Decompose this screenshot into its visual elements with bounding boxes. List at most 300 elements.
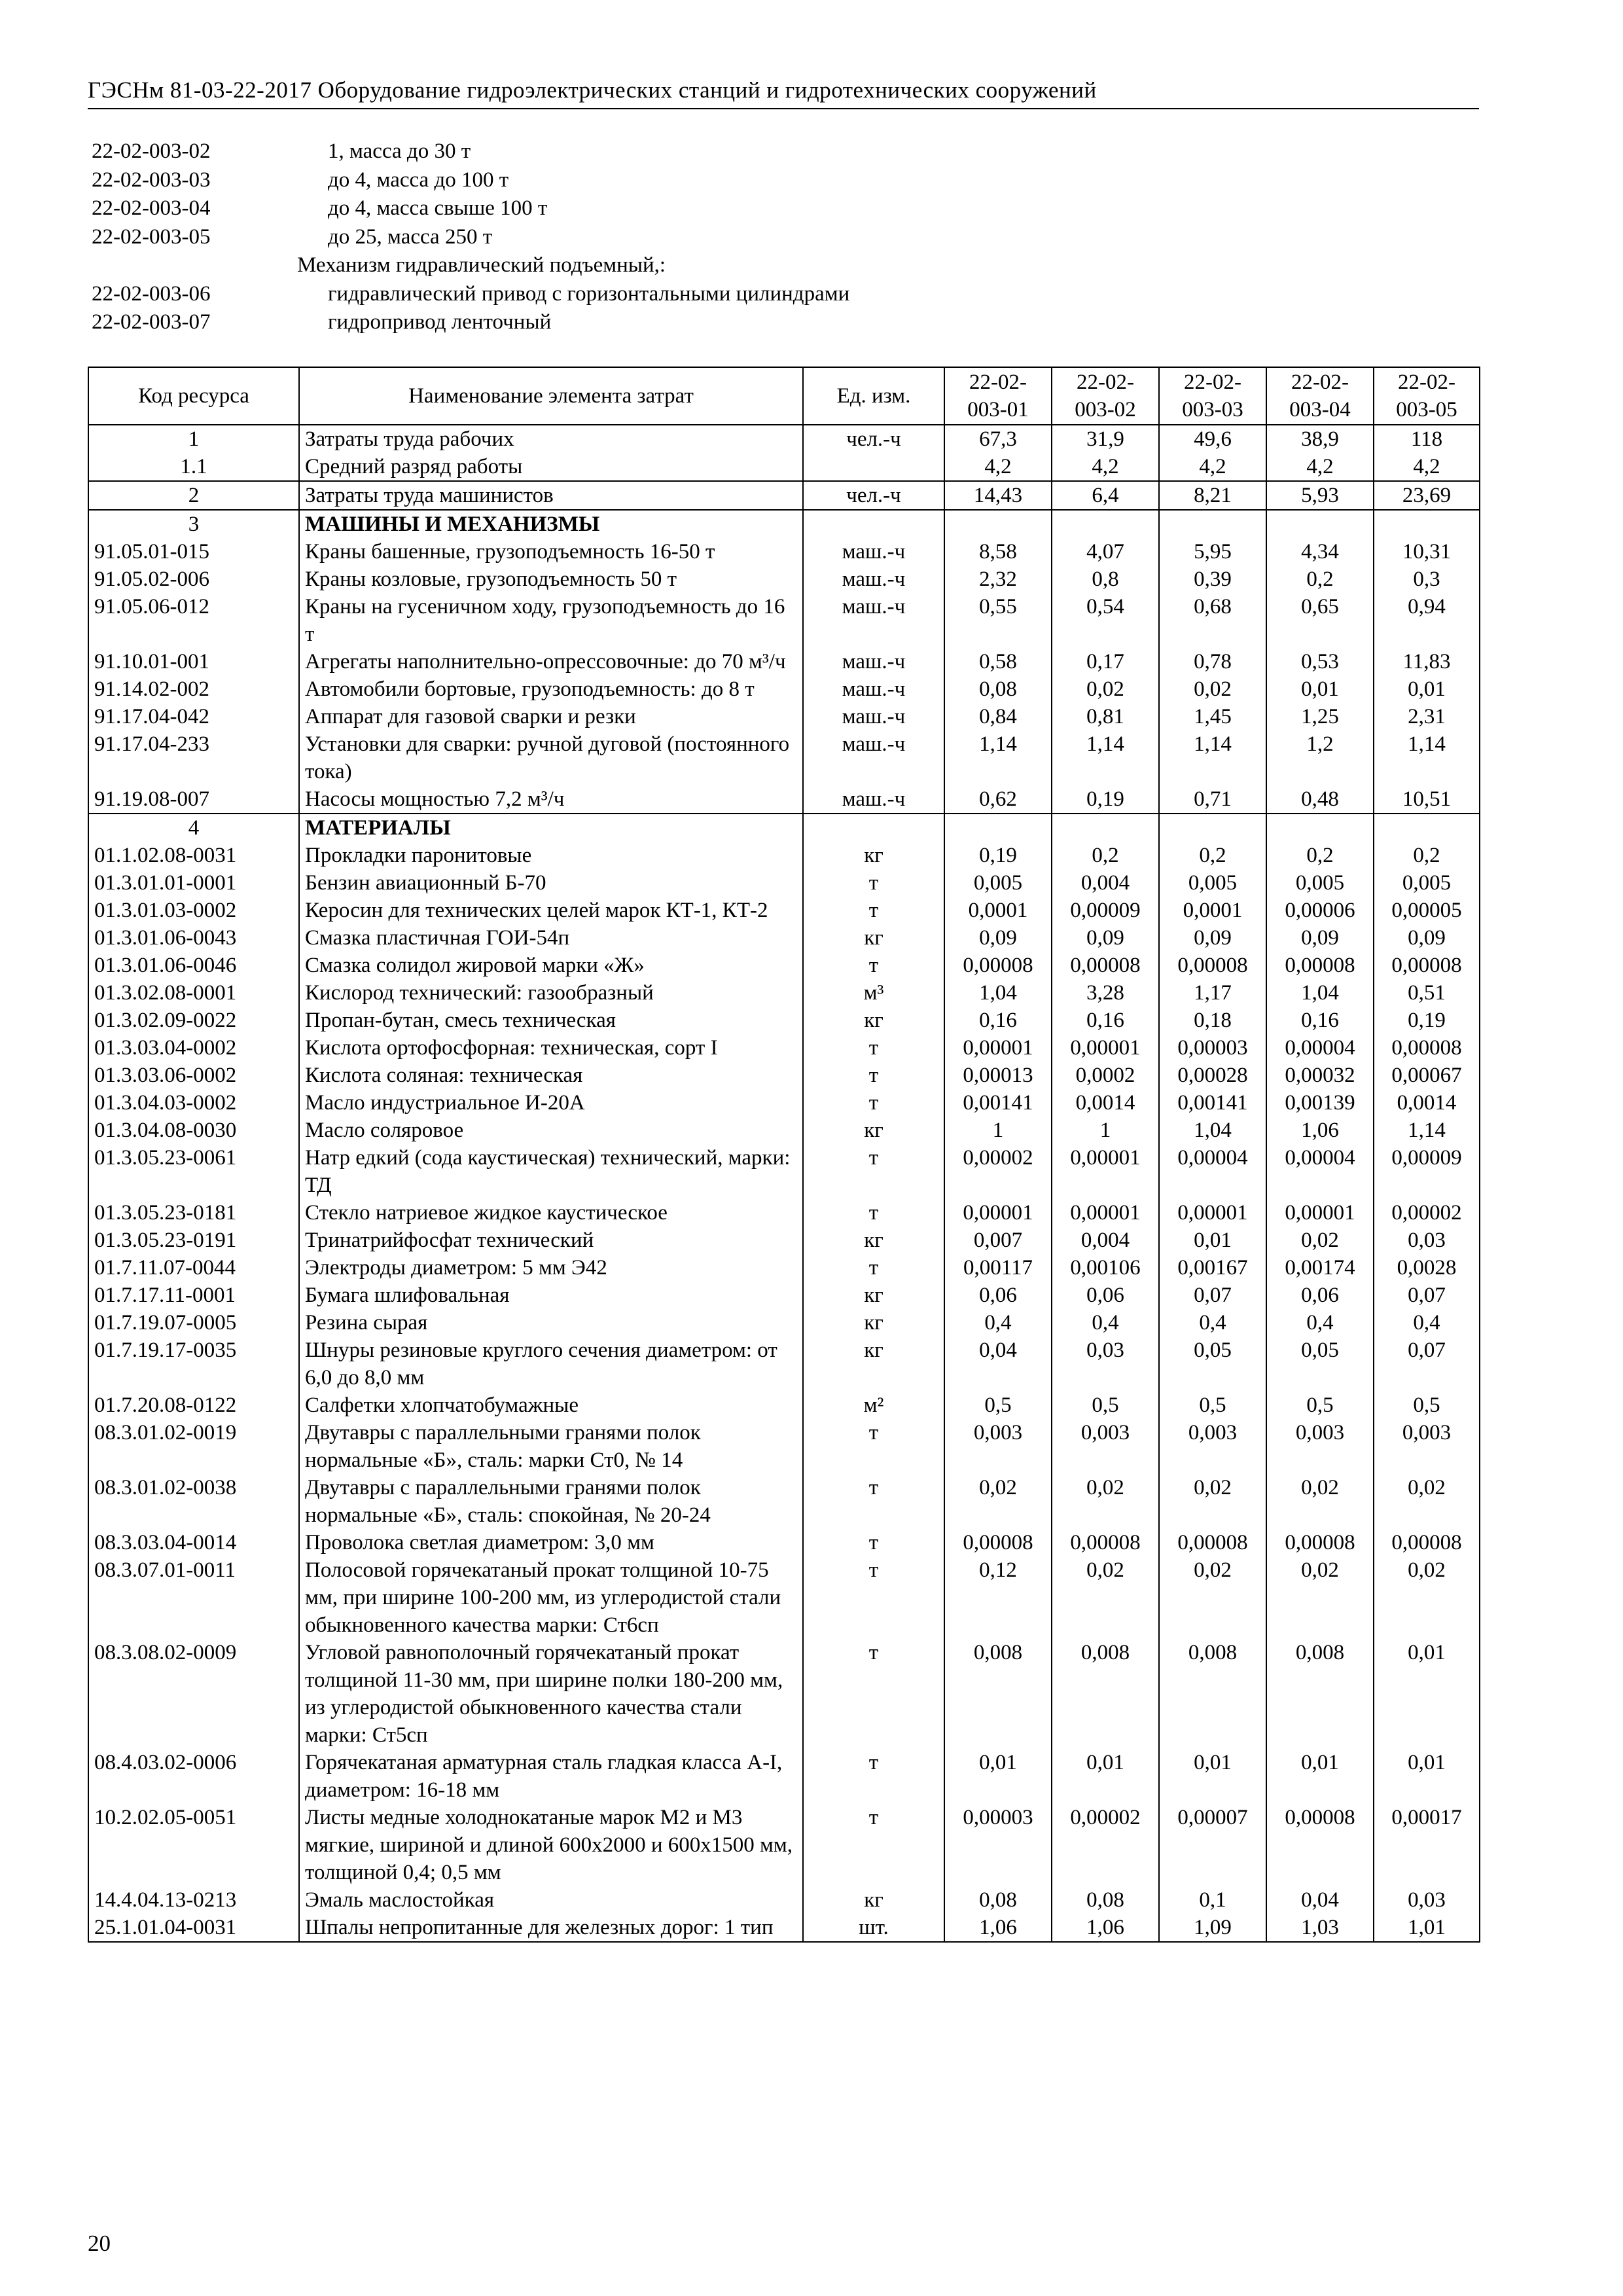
cell-value: 0,81 (1052, 703, 1159, 730)
cell-value: 0,01 (944, 1749, 1052, 1804)
table-row (88, 1529, 1480, 1556)
table-row (88, 785, 1480, 814)
table-row (88, 869, 1480, 897)
cell-value: 0,01 (1266, 675, 1374, 703)
cell-value: 0,00003 (944, 1804, 1052, 1886)
code-line-desc: до 4, масса до 100 т (328, 168, 509, 192)
cell-name: Керосин для технических целей марок КТ-1, КТ-2 (299, 897, 803, 924)
cell-name: Проволока светлая диаметром: 3,0 мм (299, 1529, 803, 1556)
cell-value: 0,00008 (944, 952, 1052, 979)
cell-name: Кислород технический: газообразный (299, 979, 803, 1007)
cell-name: МАШИНЫ И МЕХАНИЗМЫ (299, 510, 803, 538)
cell-value: 1,14 (1159, 730, 1266, 785)
cell-value: 0,00017 (1374, 1804, 1480, 1886)
cell-value: 0,62 (944, 785, 1052, 814)
cell-value: 1,06 (1266, 1117, 1374, 1144)
cell-value: 1 (1052, 1117, 1159, 1144)
cell-code: 91.05.06-012 (88, 593, 299, 648)
table-row (88, 453, 1480, 481)
cell-value: 0,00004 (1266, 1144, 1374, 1199)
cell-code: 08.3.01.02-0038 (88, 1474, 299, 1529)
cell-value: 14,43 (944, 481, 1052, 510)
table-row (88, 1914, 1480, 1942)
cell-code: 91.19.08-007 (88, 785, 299, 814)
cell-value: 67,3 (944, 425, 1052, 453)
cell-code: 01.3.04.08-0030 (88, 1117, 299, 1144)
cell-value: 0,58 (944, 648, 1052, 675)
cell-value: 0,003 (944, 1419, 1052, 1474)
table-row (88, 1886, 1480, 1914)
cell-value: 0,68 (1159, 593, 1266, 648)
cell-unit: т (803, 1089, 944, 1117)
cell-value: 0,04 (944, 1336, 1052, 1391)
cell-name: Насосы мощностью 7,2 м³/ч (299, 785, 803, 814)
col-header-2: 22-02-003-02 (1052, 367, 1159, 425)
code-line-desc: гидропривод ленточный (328, 310, 552, 334)
col-header-5: 22-02-003-05 (1374, 367, 1480, 425)
cell-code: 01.3.04.03-0002 (88, 1089, 299, 1117)
cell-name: Эмаль маслостойкая (299, 1886, 803, 1914)
cell-value: 0,00001 (1266, 1199, 1374, 1227)
cell-unit: кг (803, 1227, 944, 1254)
cell-value: 0,02 (1159, 675, 1266, 703)
cell-value: 0,008 (944, 1639, 1052, 1749)
cell-value: 1,06 (944, 1914, 1052, 1942)
cell-unit: кг (803, 1886, 944, 1914)
cell-code: 01.3.05.23-0191 (88, 1227, 299, 1254)
cell-value: 0,00013 (944, 1062, 1052, 1089)
table-row (88, 1199, 1480, 1227)
cell-unit: м² (803, 1391, 944, 1419)
cell-name: Бензин авиационный Б-70 (299, 869, 803, 897)
table-row (88, 593, 1480, 648)
page-number: 20 (88, 2231, 111, 2256)
table-row (88, 1227, 1480, 1254)
cell-value: 0,17 (1052, 648, 1159, 675)
cell-unit: кг (803, 842, 944, 869)
cell-value: 10,31 (1374, 538, 1480, 565)
cell-value: 0,1 (1159, 1886, 1266, 1914)
cell-value: 0,4 (1052, 1309, 1159, 1336)
cell-value: 0,00106 (1052, 1254, 1159, 1282)
cell-value: 0,5 (1374, 1391, 1480, 1419)
cell-name: Смазка солидол жировой марки «Ж» (299, 952, 803, 979)
cell-name: Краны козловые, грузоподъемность 50 т (299, 565, 803, 593)
cell-value: 0,003 (1052, 1419, 1159, 1474)
cell-unit: чел.-ч (803, 425, 944, 453)
cell-value: 0,78 (1159, 648, 1266, 675)
cell-value: 0,19 (944, 842, 1052, 869)
cell-value: 0,00002 (1052, 1804, 1159, 1886)
cell-unit: т (803, 1034, 944, 1062)
cell-name: Салфетки хлопчатобумажные (299, 1391, 803, 1419)
cell-value: 0,0001 (944, 897, 1052, 924)
cell-value: 0,02 (1159, 1474, 1266, 1529)
cell-value: 0,00005 (1374, 897, 1480, 924)
cell-value: 0,53 (1266, 648, 1374, 675)
cell-value: 0,02 (944, 1474, 1052, 1529)
cell-value: 0,07 (1159, 1282, 1266, 1309)
cell-code: 08.4.03.02-0006 (88, 1749, 299, 1804)
cell-value (944, 510, 1052, 538)
cell-code: 01.3.05.23-0181 (88, 1199, 299, 1227)
cell-name: Стекло натриевое жидкое каустическое (299, 1199, 803, 1227)
cell-code: 01.3.02.08-0001 (88, 979, 299, 1007)
cell-value: 0,71 (1159, 785, 1266, 814)
cell-value: 0,00006 (1266, 897, 1374, 924)
cell-value: 1,14 (1374, 730, 1480, 785)
cell-name: Краны башенные, грузоподъемность 16-50 т (299, 538, 803, 565)
cell-code: 01.7.20.08-0122 (88, 1391, 299, 1419)
cell-value: 0,55 (944, 593, 1052, 648)
col-header-name: Наименование элемента затрат (299, 367, 803, 425)
cell-unit: маш.-ч (803, 538, 944, 565)
table-row (88, 481, 1480, 510)
cell-value: 0,02 (1052, 1556, 1159, 1639)
cell-value: 0,16 (1052, 1007, 1159, 1034)
cell-name: Автомобили бортовые, грузоподъемность: до 8 т (299, 675, 803, 703)
cell-name: Аппарат для газовой сварки и резки (299, 703, 803, 730)
cell-value: 1,14 (1374, 1117, 1480, 1144)
cell-unit: т (803, 1529, 944, 1556)
cell-value: 0,008 (1266, 1639, 1374, 1749)
cell-value: 1,17 (1159, 979, 1266, 1007)
table-row (88, 952, 1480, 979)
table-header-row (88, 367, 1480, 425)
cell-value: 0,01 (1374, 1639, 1480, 1749)
cell-value: 0,02 (1374, 1474, 1480, 1529)
cell-unit (803, 453, 944, 481)
resource-table (88, 367, 1480, 1943)
cell-value: 0,007 (944, 1227, 1052, 1254)
cell-code: 91.17.04-233 (88, 730, 299, 785)
cell-value (1374, 510, 1480, 538)
cell-value: 0,3 (1374, 565, 1480, 593)
cell-value: 0,07 (1374, 1336, 1480, 1391)
table-row (88, 675, 1480, 703)
table-row (88, 1034, 1480, 1062)
cell-value: 0,00117 (944, 1254, 1052, 1282)
cell-value: 0,00141 (1159, 1089, 1266, 1117)
cell-value: 1 (944, 1117, 1052, 1144)
table-row (88, 425, 1480, 453)
cell-value: 0,02 (1266, 1556, 1374, 1639)
cell-value (1052, 814, 1159, 842)
cell-value: 0,00167 (1159, 1254, 1266, 1282)
cell-value: 0,003 (1159, 1419, 1266, 1474)
table-row (88, 1062, 1480, 1089)
cell-name: Шнуры резиновые круглого сечения диаметром: от 6,0 до 8,0 мм (299, 1336, 803, 1391)
cell-value: 0,00008 (1052, 952, 1159, 979)
cell-value: 4,2 (1052, 453, 1159, 481)
cell-unit: чел.-ч (803, 481, 944, 510)
cell-code: 01.3.01.06-0046 (88, 952, 299, 979)
code-line-code: 22-02-003-03 (92, 168, 211, 192)
cell-unit: кг (803, 1117, 944, 1144)
cell-unit: т (803, 1474, 944, 1529)
cell-value: 49,6 (1159, 425, 1266, 453)
cell-code: 01.7.17.11-0001 (88, 1282, 299, 1309)
cell-value: 1,06 (1052, 1914, 1159, 1942)
cell-value: 0,01 (1374, 1749, 1480, 1804)
code-line-code: 22-02-003-07 (92, 310, 211, 334)
cell-name: Листы медные холоднокатаные марок М2 и М3 мягкие, шириной и длиной 600х2000 и 600х1500 мм, толщиной 0,4; 0,5 мм (299, 1804, 803, 1886)
header-rule (88, 108, 1479, 109)
section-row (88, 510, 1480, 538)
cell-value: 8,58 (944, 538, 1052, 565)
resource-table-wrapper (88, 367, 1479, 1943)
cell-value: 0,54 (1052, 593, 1159, 648)
cell-name: Затраты труда машинистов (299, 481, 803, 510)
cell-name: Двутавры с параллельными гранями полок нормальные «Б», сталь: спокойная, № 20-24 (299, 1474, 803, 1529)
table-row (88, 1474, 1480, 1529)
table-row (88, 1639, 1480, 1749)
cell-name: Двутавры с параллельными гранями полок нормальные «Б», сталь: марки Ст0, № 14 (299, 1419, 803, 1474)
table-row (88, 842, 1480, 869)
cell-value: 0,00002 (944, 1144, 1052, 1199)
cell-value: 0,00008 (1374, 952, 1480, 979)
cell-value (1159, 814, 1266, 842)
cell-value: 0,0002 (1052, 1062, 1159, 1089)
cell-code: 01.3.03.04-0002 (88, 1034, 299, 1062)
cell-value: 1,04 (944, 979, 1052, 1007)
cell-value: 0,005 (944, 869, 1052, 897)
cell-value: 0,08 (944, 1886, 1052, 1914)
cell-value: 0,00141 (944, 1089, 1052, 1117)
cell-value: 0,00001 (944, 1199, 1052, 1227)
cell-value: 4,2 (944, 453, 1052, 481)
cell-value: 0,02 (1052, 1474, 1159, 1529)
cell-name: Угловой равнополочный горячекатаный прокат толщиной 11-30 мм, при ширине полки 180-200 мм, из углеродистой обыкновенного качества стали марки: Ст5сп (299, 1639, 803, 1749)
cell-value: 0,01 (1374, 675, 1480, 703)
cell-value: 0,5 (1159, 1391, 1266, 1419)
cell-unit: кг (803, 1336, 944, 1391)
cell-value: 0,00008 (1159, 1529, 1266, 1556)
cell-value: 4,2 (1374, 453, 1480, 481)
cell-unit: маш.-ч (803, 593, 944, 648)
code-line-desc: до 25, масса 250 т (328, 224, 493, 249)
cell-value: 0,00008 (1266, 1804, 1374, 1886)
cell-code: 25.1.01.04-0031 (88, 1914, 299, 1942)
code-line-code: 22-02-003-02 (92, 139, 211, 163)
table-row (88, 565, 1480, 593)
cell-name: Электроды диаметром: 5 мм Э42 (299, 1254, 803, 1282)
cell-unit (803, 814, 944, 842)
cell-value: 0,003 (1374, 1419, 1480, 1474)
code-line-desc: 1, масса до 30 т (328, 139, 471, 163)
cell-value: 4,34 (1266, 538, 1374, 565)
cell-value: 0,51 (1374, 979, 1480, 1007)
cell-value: 11,83 (1374, 648, 1480, 675)
col-header-unit: Ед. изм. (803, 367, 944, 425)
cell-value: 4,2 (1159, 453, 1266, 481)
table-row (88, 1117, 1480, 1144)
cell-unit: маш.-ч (803, 648, 944, 675)
cell-unit: кг (803, 1309, 944, 1336)
cell-value (1374, 814, 1480, 842)
cell-unit: т (803, 1639, 944, 1749)
col-header-code: Код ресурса (88, 367, 299, 425)
code-line-desc: Механизм гидравлический подъемный,: (297, 253, 666, 277)
cell-value: 1,04 (1266, 979, 1374, 1007)
cell-code: 91.05.02-006 (88, 565, 299, 593)
cell-value: 1,04 (1159, 1117, 1266, 1144)
cell-code: 91.05.01-015 (88, 538, 299, 565)
cell-unit: т (803, 1062, 944, 1089)
cell-name: МАТЕРИАЛЫ (299, 814, 803, 842)
cell-value: 0,00028 (1159, 1062, 1266, 1089)
table-row (88, 703, 1480, 730)
cell-name: Смазка пластичная ГОИ-54п (299, 924, 803, 952)
cell-name: Установки для сварки: ручной дуговой (постоянного тока) (299, 730, 803, 785)
cell-value: 0,01 (1159, 1749, 1266, 1804)
cell-value: 0,12 (944, 1556, 1052, 1639)
cell-value: 0,00001 (1052, 1034, 1159, 1062)
cell-code: 91.17.04-042 (88, 703, 299, 730)
cell-value: 0,01 (1052, 1749, 1159, 1804)
cell-value: 0,09 (1159, 924, 1266, 952)
cell-value: 0,00001 (1052, 1199, 1159, 1227)
cell-value: 0,94 (1374, 593, 1480, 648)
cell-value: 23,69 (1374, 481, 1480, 510)
cell-value: 0,4 (1374, 1309, 1480, 1336)
code-line-code: 22-02-003-05 (92, 224, 211, 249)
cell-value: 0,04 (1266, 1886, 1374, 1914)
col-header-1: 22-02-003-01 (944, 367, 1052, 425)
table-row (88, 1804, 1480, 1886)
cell-value: 0,48 (1266, 785, 1374, 814)
cell-code: 08.3.03.04-0014 (88, 1529, 299, 1556)
cell-value: 0,00067 (1374, 1062, 1480, 1089)
cell-value: 0,00008 (944, 1529, 1052, 1556)
cell-unit: кг (803, 1282, 944, 1309)
cell-value: 0,00008 (1374, 1529, 1480, 1556)
cell-value: 1,09 (1159, 1914, 1266, 1942)
cell-value: 10,51 (1374, 785, 1480, 814)
cell-value: 0,09 (944, 924, 1052, 952)
cell-value: 0,00008 (1374, 1034, 1480, 1062)
cell-unit: кг (803, 924, 944, 952)
cell-unit: шт. (803, 1914, 944, 1942)
cell-value: 0,00001 (944, 1034, 1052, 1062)
cell-value: 0,8 (1052, 565, 1159, 593)
code-line-code: 22-02-003-06 (92, 281, 211, 306)
cell-value: 0,0001 (1159, 897, 1266, 924)
cell-value: 5,93 (1266, 481, 1374, 510)
cell-value: 118 (1374, 425, 1480, 453)
cell-value: 0,07 (1374, 1282, 1480, 1309)
cell-code: 01.3.01.03-0002 (88, 897, 299, 924)
cell-value: 0,00032 (1266, 1062, 1374, 1089)
cell-value: 0,03 (1052, 1336, 1159, 1391)
cell-value: 0,4 (1266, 1309, 1374, 1336)
code-line-code: 22-02-003-04 (92, 196, 211, 220)
table-row (88, 979, 1480, 1007)
cell-value: 3,28 (1052, 979, 1159, 1007)
cell-value: 0,005 (1159, 869, 1266, 897)
cell-value: 0,00004 (1159, 1144, 1266, 1199)
cell-unit: т (803, 952, 944, 979)
cell-value: 0,00174 (1266, 1254, 1374, 1282)
cell-name: Агрегаты наполнительно-опрессовочные: до 70 м³/ч (299, 648, 803, 675)
cell-value: 0,003 (1266, 1419, 1374, 1474)
cell-code: 3 (88, 510, 299, 538)
cell-value: 0,004 (1052, 869, 1159, 897)
section-row (88, 814, 1480, 842)
cell-unit: маш.-ч (803, 675, 944, 703)
cell-code: 01.3.01.01-0001 (88, 869, 299, 897)
cell-name: Средний разряд работы (299, 453, 803, 481)
cell-unit: т (803, 897, 944, 924)
table-row (88, 1254, 1480, 1282)
cell-value: 0,5 (1266, 1391, 1374, 1419)
cell-value: 0,00001 (1052, 1144, 1159, 1199)
cell-value: 0,65 (1266, 593, 1374, 648)
cell-code: 01.7.11.07-0044 (88, 1254, 299, 1282)
cell-code: 01.3.03.06-0002 (88, 1062, 299, 1089)
cell-value: 0,01 (1159, 1227, 1266, 1254)
cell-value: 0,19 (1052, 785, 1159, 814)
cell-name: Полосовой горячекатаный прокат толщиной 10-75 мм, при ширине 100-200 мм, из углеродистой стали обыкновенного качества марки: Ст6сп (299, 1556, 803, 1639)
cell-value: 0,0028 (1374, 1254, 1480, 1282)
cell-unit: т (803, 1804, 944, 1886)
cell-value: 0,00004 (1266, 1034, 1374, 1062)
table-row (88, 730, 1480, 785)
cell-value: 0,09 (1266, 924, 1374, 952)
cell-code: 01.3.05.23-0061 (88, 1144, 299, 1199)
cell-name: Прокладки паронитовые (299, 842, 803, 869)
cell-value: 1,01 (1374, 1914, 1480, 1942)
table-row (88, 1749, 1480, 1804)
cell-unit: маш.-ч (803, 730, 944, 785)
cell-value: 0,00009 (1374, 1144, 1480, 1199)
cell-value (1159, 510, 1266, 538)
cell-value: 0,02 (1266, 1474, 1374, 1529)
cell-value: 0,00008 (1159, 952, 1266, 979)
cell-code: 01.7.19.17-0035 (88, 1336, 299, 1391)
cell-value: 1,2 (1266, 730, 1374, 785)
cell-name: Шпалы непропитанные для железных дорог: 1 тип (299, 1914, 803, 1942)
cell-value: 1,45 (1159, 703, 1266, 730)
cell-name: Краны на гусеничном ходу, грузоподъемность до 16 т (299, 593, 803, 648)
cell-value: 0,09 (1374, 924, 1480, 952)
cell-name: Тринатрийфосфат технический (299, 1227, 803, 1254)
table-body (88, 425, 1480, 1942)
col-header-4: 22-02-003-04 (1266, 367, 1374, 425)
cell-value: 0,00008 (1266, 1529, 1374, 1556)
code-line-desc: до 4, масса свыше 100 т (328, 196, 548, 220)
cell-value: 4,07 (1052, 538, 1159, 565)
cell-code: 91.10.01-001 (88, 648, 299, 675)
cell-name: Кислота соляная: техническая (299, 1062, 803, 1089)
cell-value: 0,004 (1052, 1227, 1159, 1254)
table-row (88, 924, 1480, 952)
cell-value: 0,2 (1266, 842, 1374, 869)
cell-value: 0,0014 (1052, 1089, 1159, 1117)
cell-value: 0,00007 (1159, 1804, 1266, 1886)
cell-value (1266, 814, 1374, 842)
cell-value: 0,00002 (1374, 1199, 1480, 1227)
table-row (88, 1144, 1480, 1199)
cell-value: 0,0014 (1374, 1089, 1480, 1117)
cell-name: Бумага шлифовальная (299, 1282, 803, 1309)
cell-value: 1,25 (1266, 703, 1374, 730)
cell-value: 0,09 (1052, 924, 1159, 952)
cell-value: 0,2 (1159, 842, 1266, 869)
cell-name: Горячекатаная арматурная сталь гладкая класса А-I, диаметром: 16-18 мм (299, 1749, 803, 1804)
cell-value: 0,2 (1052, 842, 1159, 869)
cell-value: 1,03 (1266, 1914, 1374, 1942)
